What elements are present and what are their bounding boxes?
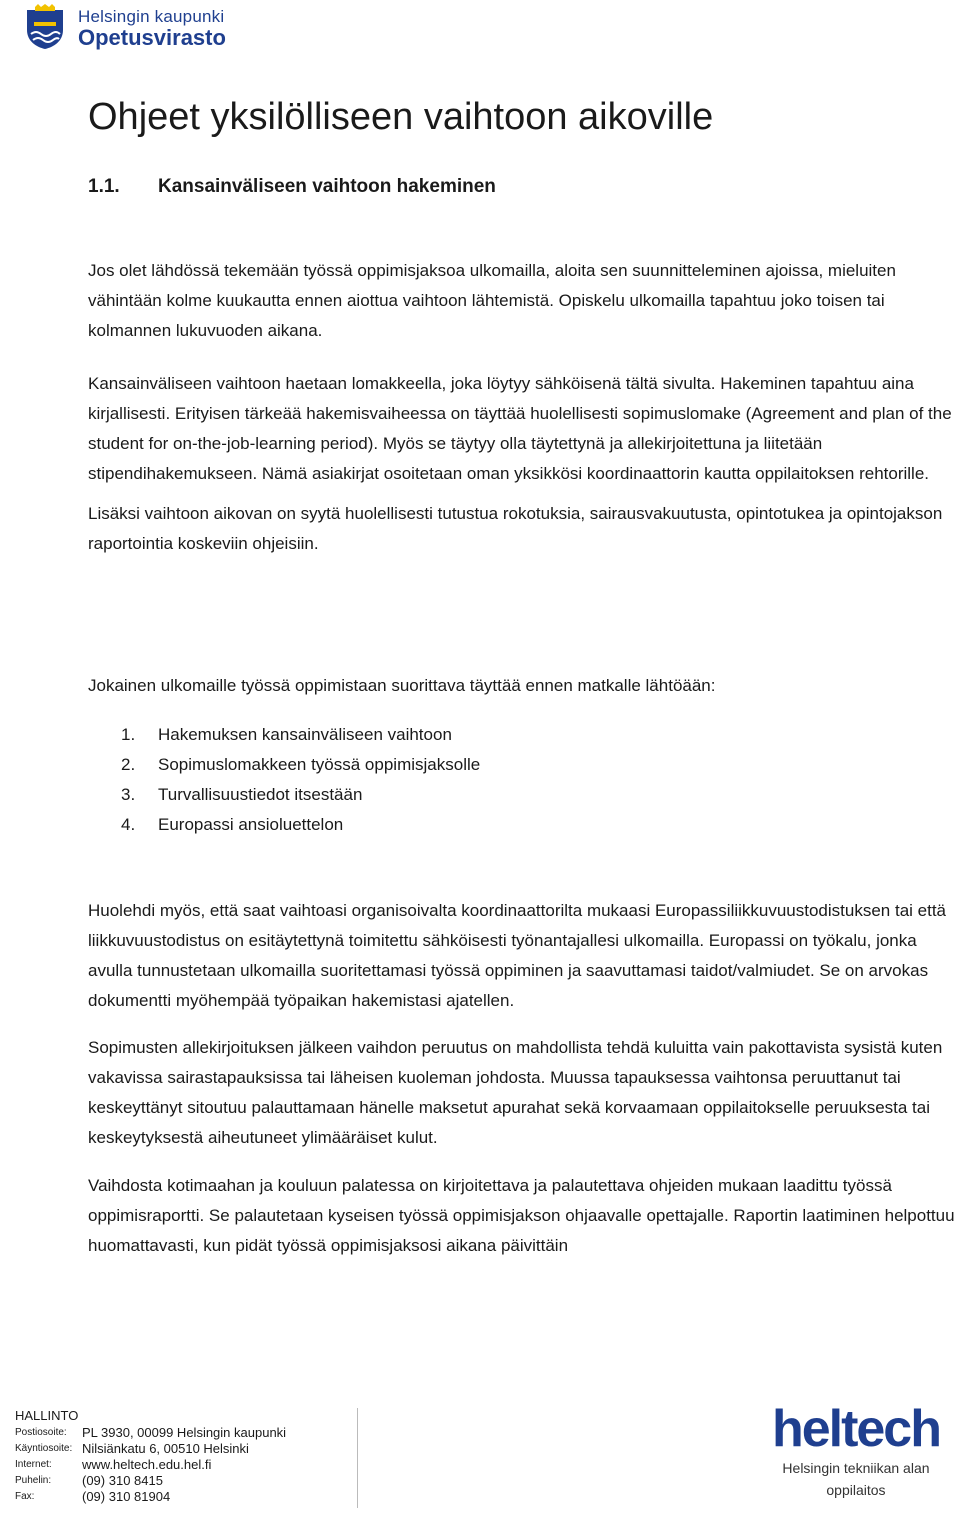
- footer-row-internet: Internet: www.heltech.edu.hel.fi: [15, 1457, 212, 1472]
- page-title: Ohjeet yksilölliseen vaihtoon aikoville: [88, 96, 714, 138]
- footer-row-phone: Puhelin: (09) 310 8415: [15, 1473, 163, 1488]
- footer-contact: [15, 1408, 358, 1508]
- heltech-logo: [771, 1400, 940, 1499]
- document-body: [88, 256, 958, 1261]
- footer-title: HALLINTO: [15, 1408, 79, 1423]
- section-title: Kansainväliseen vaihtoon hakeminen: [158, 176, 496, 197]
- org-department: Opetusvirasto: [78, 25, 226, 50]
- paragraph-report: Vaihdosta kotimaahan ja kouluun palatessa on kirjoitettava ja palautettava ohjeiden mukaan laadittu työssä oppimisraportti. Se palautetaan kyseisen työssä oppimisjakson ohjaavalle opettajalle. Raportin laatiminen helpottuu huomattavasti, kun pidät työssä oppimisjaksosi aikana päivittäin: [88, 1176, 955, 1255]
- heltech-logo-line2: oppilaitos: [826, 1482, 886, 1498]
- heltech-logo-line1: Helsingin tekniikan alan: [782, 1460, 930, 1476]
- paragraph-europass: Huolehdi myös, että saat vaihtoasi organisoivalta koordinaattorilta mukaasi Europassiliikkuvuustodistuksen tai että liikkuvuustodistus on esitäytettynä toimitettu sähköisesti työnantajallesi ulkomailla. Europassi on työkalu, jonka avulla tunnustetaan ulkomailla suoritettamasi työssä oppiminen ja saavuttamasi taidot/valmiudet. Se on arvokas dokumentti myöhempää työpaikan hakemistasi ajatellen.: [88, 901, 947, 1010]
- helsinki-crest-icon: [26, 4, 64, 50]
- footer: [15, 1400, 945, 1508]
- list-item: 4. Europassi ansioluettelon: [121, 815, 344, 834]
- list-item: 1. Hakemuksen kansainväliseen vaihtoon: [121, 725, 452, 744]
- paragraph-additional: Lisäksi vaihtoon aikovan on syytä huolellisesti tutustua rokotuksia, sairausvakuutusta, opintotukea ja opintojakson raportointia koskeviin ohjeisiin.: [88, 504, 943, 553]
- section-number: 1.1.: [88, 176, 120, 197]
- heltech-logo-word: heltech: [771, 1400, 940, 1458]
- paragraph-planning: Jos olet lähdössä tekemään työssä oppimisjaksoa ulkomailla, aloita sen suunnitteleminen ajoissa, mieluiten vähintään kolme kuukautta ennen aiottua vaihtoon lähtemistä. Opiskelu ulkomailla tapahtuu joko toisen tai kolmannen lukuvuoden aikana.: [88, 261, 896, 340]
- paragraph-list-intro: Jokainen ulkomaille työssä oppimistaan suorittava täyttää ennen matkalle lähtöään:: [88, 676, 716, 695]
- required-documents-list: [88, 720, 958, 840]
- list-item: 3. Turvallisuustiedot itsestään: [121, 785, 363, 804]
- footer-row-fax: Fax: (09) 310 81904: [15, 1489, 171, 1504]
- footer-row-visiting: Käyntiosoite: Nilsiänkatu 6, 00510 Helsinki: [15, 1441, 249, 1456]
- paragraph-application: Kansainväliseen vaihtoon haetaan lomakkeella, joka löytyy sähköisenä tältä sivulta. Hakeminen tapahtuu aina kirjallisesti. Erityisen tärkeää hakemisvaiheessa on täyttää huolellisesti sopimuslomake (Agreement and plan of the student for on-the-job-learning period). Myös se täytyy olla täytettynä ja allekirjoitettuna ja liitetään stipendihakemukseen. Nämä asiakirjat osoitetaan oman yksikkösi koordinaattorin kautta oppilaitoksen rehtorille.: [88, 374, 952, 483]
- header-logo: [26, 4, 226, 50]
- paragraph-cancellation: Sopimusten allekirjoituksen jälkeen vaihdon peruutus on mahdollista tehdä kuluitta vain pakottavista sysistä kuten vakavissa sairastapauksissa tai läheisen kuoleman johdosta. Muussa tapauksessa vaihtonsa peruuttanut tai keskeyttänyt sitoutuu palauttamaan hänelle maksetut apurahat sekä korvaamaan oppilaitokselle peruuksesta tai keskeytyksestä aiheutuneet ylimääräiset kulut.: [88, 1038, 943, 1147]
- org-city: Helsingin kaupunki: [78, 7, 225, 26]
- list-item: 2. Sopimuslomakkeen työssä oppimisjaksolle: [121, 755, 481, 774]
- section-heading: [88, 176, 496, 198]
- footer-row-postal: Postiosoite: PL 3930, 00099 Helsingin kaupunki: [15, 1425, 287, 1440]
